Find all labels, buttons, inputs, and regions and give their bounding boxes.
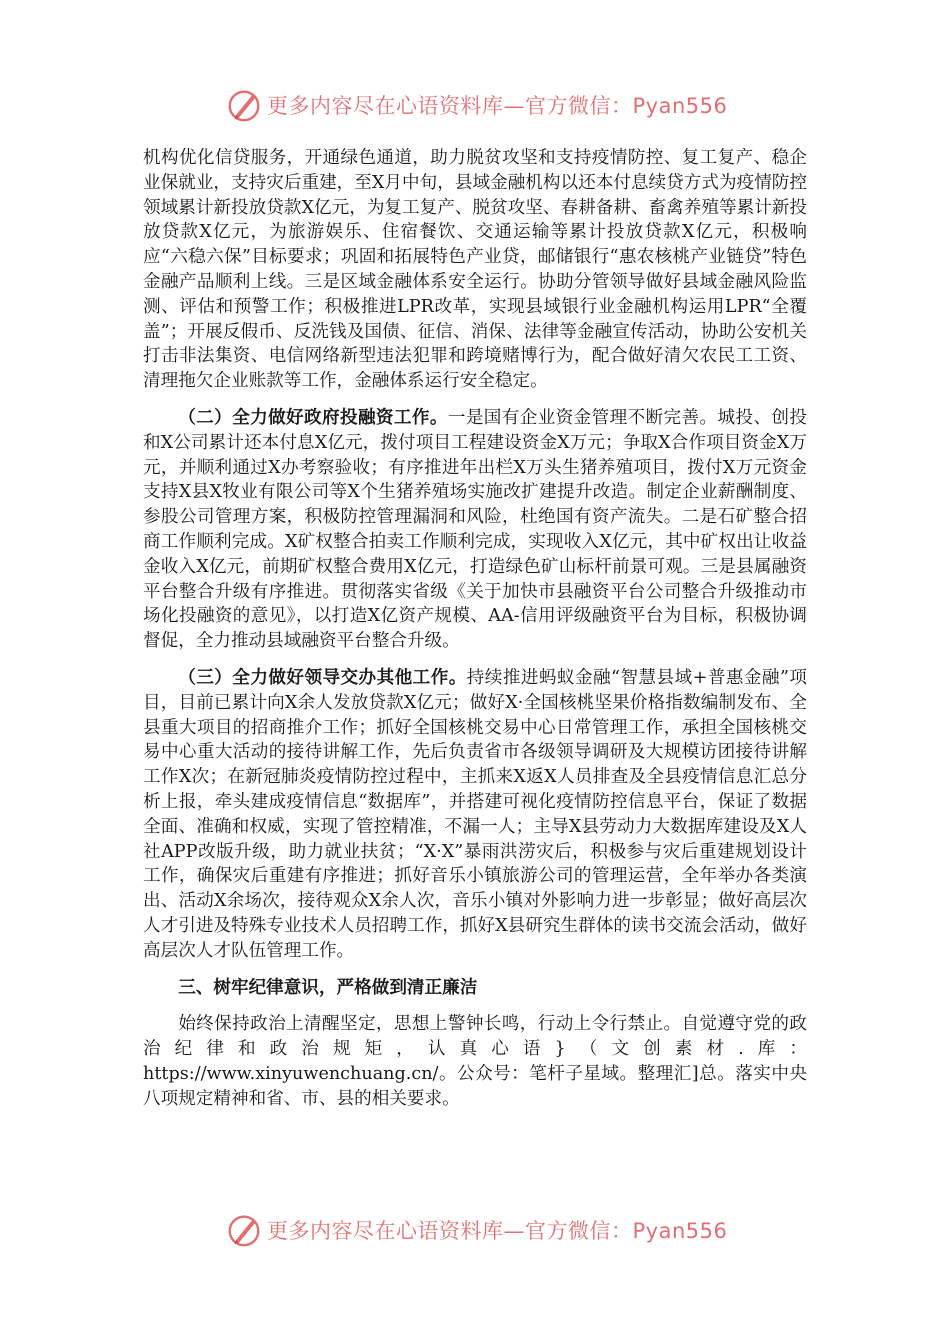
banner-text: 更多内容尽在心语资料库—官方微信：Pyan556 xyxy=(267,94,728,118)
header-banner xyxy=(225,85,727,125)
paragraph: 始终保持政治上清醒坚定，思想上警钟长鸣，行动上令行禁止。自觉遵守党的政治纪律和政治规矩，认真心语}（文创素材.库：https://www.xinyuwenchuang.cn/。公众号：笔杆子星域。整理汇]总。落实中央八项规定精神和省、市、县的相关要求。 xyxy=(143,1014,807,1109)
section-heading: 三、树牢纪律意识，严格做到清正廉洁 xyxy=(178,976,478,998)
paragraph xyxy=(143,666,807,964)
document-body xyxy=(143,146,807,1111)
pen-in-circle-icon xyxy=(225,1211,263,1249)
section-title: （三）全力做好领导交办其他工作。 xyxy=(178,666,467,688)
paragraph: 机构优化信贷服务，开通绿色通道，助力脱贫攻坚和支持疫情防控、复工复产、稳企业保就业，支持灾后重建，至X月中旬，县域金融机构以还本付息续贷方式为疫情防控领域累计新投放贷款X亿元，为复工复产、脱贫攻坚、春耕备耕、畜禽养殖等累计新投放贷款X亿元，为旅游娱乐、住宿餐饮、交通运输等累计投放贷款X亿元，积极响应“六稳六保”目标要求；巩固和拓展特色产业贷，邮储银行“惠农核桃产业链贷”特色金融产品顺利上线。三是区域金融体系安全运行。协助分管领导做好县域金融风险监测、评估和预警工作；积极推进LPR改革，实现县域银行业金融机构运用LPR“全覆盖”；开展反假币、反洗钱及国债、征信、消保、法律等金融宣传活动，协助公安机关打击非法集资、电信网络新型违法犯罪和跨境赌博行为，配合做好清欠农民工工资、清理拖欠企业账款等工作，金融体系运行安全稳定。 xyxy=(143,148,807,392)
banner-text: 更多内容尽在心语资料库—官方微信：Pyan556 xyxy=(267,1219,728,1243)
pen-in-circle-icon xyxy=(225,86,263,124)
section-body: 持续推进蚂蚁金融“智慧县域+普惠金融”项目，目前已累计向X余人发放贷款X亿元；做好X·全国核桃坚果价格指数编制发布、全县重大项目的招商推介工作；抓好全国核桃交易中心日常管理工作，承担全国核桃交易中心重大活动的接待讲解工作，先后负责省市各级领导调研及大规模访团接待讲解工作X次；在新冠肺炎疫情防控过程中，主抓来X返X人员排查及全县疫情信息汇总分析上报，牵头建成疫情信息“数据库”，并搭建可视化疫情防控信息平台，保证了数据全面、准确和权威，实现了管控精准，不漏一人；主导X县劳动力大数据库建设及X人社APP改版升级，助力就业扶贫；“X·X”暴雨洪涝灾后，积极参与灾后重建规划设计工作，确保灾后重建有序推进；抓好音乐小镇旅游公司的管理运营，全年举办各类演出、活动X余场次，接待观众X余人次，音乐小镇对外影响力进一步彰显；做好高层次人才引进及特殊专业技术人员招聘工作，抓好X县研究生群体的读书交流会活动，做好高层次人才队伍管理工作。 xyxy=(143,667,807,961)
section-title: （二）全力做好政府投融资工作。 xyxy=(178,406,448,428)
paragraph xyxy=(143,406,807,654)
footer-banner xyxy=(225,1210,727,1250)
section-body: 一是国有企业资金管理不断完善。城投、创投和X公司累计还本付息X亿元，拨付项目工程建设资金X万元；争取X合作项目资金X万元，并顺利通过X办考察验收；有序推进年出栏X万头生猪养殖项目，拨付X万元资金支持X县X牧业有限公司等X个生猪养殖场实施改扩建提升改造。制定企业薪酬制度、参股公司管理方案，积极防控管理漏洞和风险，杜绝国有资产流失。二是石矿整合招商工作顺利完成。X矿权整合拍卖工作顺利完成，实现收入X亿元，其中矿权出让收益金收入X亿元，前期矿权整合费用X亿元，打造绿色矿山标杆前景可观。三是县属融资平台整合升级有序推进。贯彻落实省级《关于加快市县融资平台公司整合升级推动市场化投融资的意见》，以打造X亿资产规模、AA-信用评级融资平台为目标，积极协调督促，全力推动县域融资平台整合升级。 xyxy=(143,407,807,652)
